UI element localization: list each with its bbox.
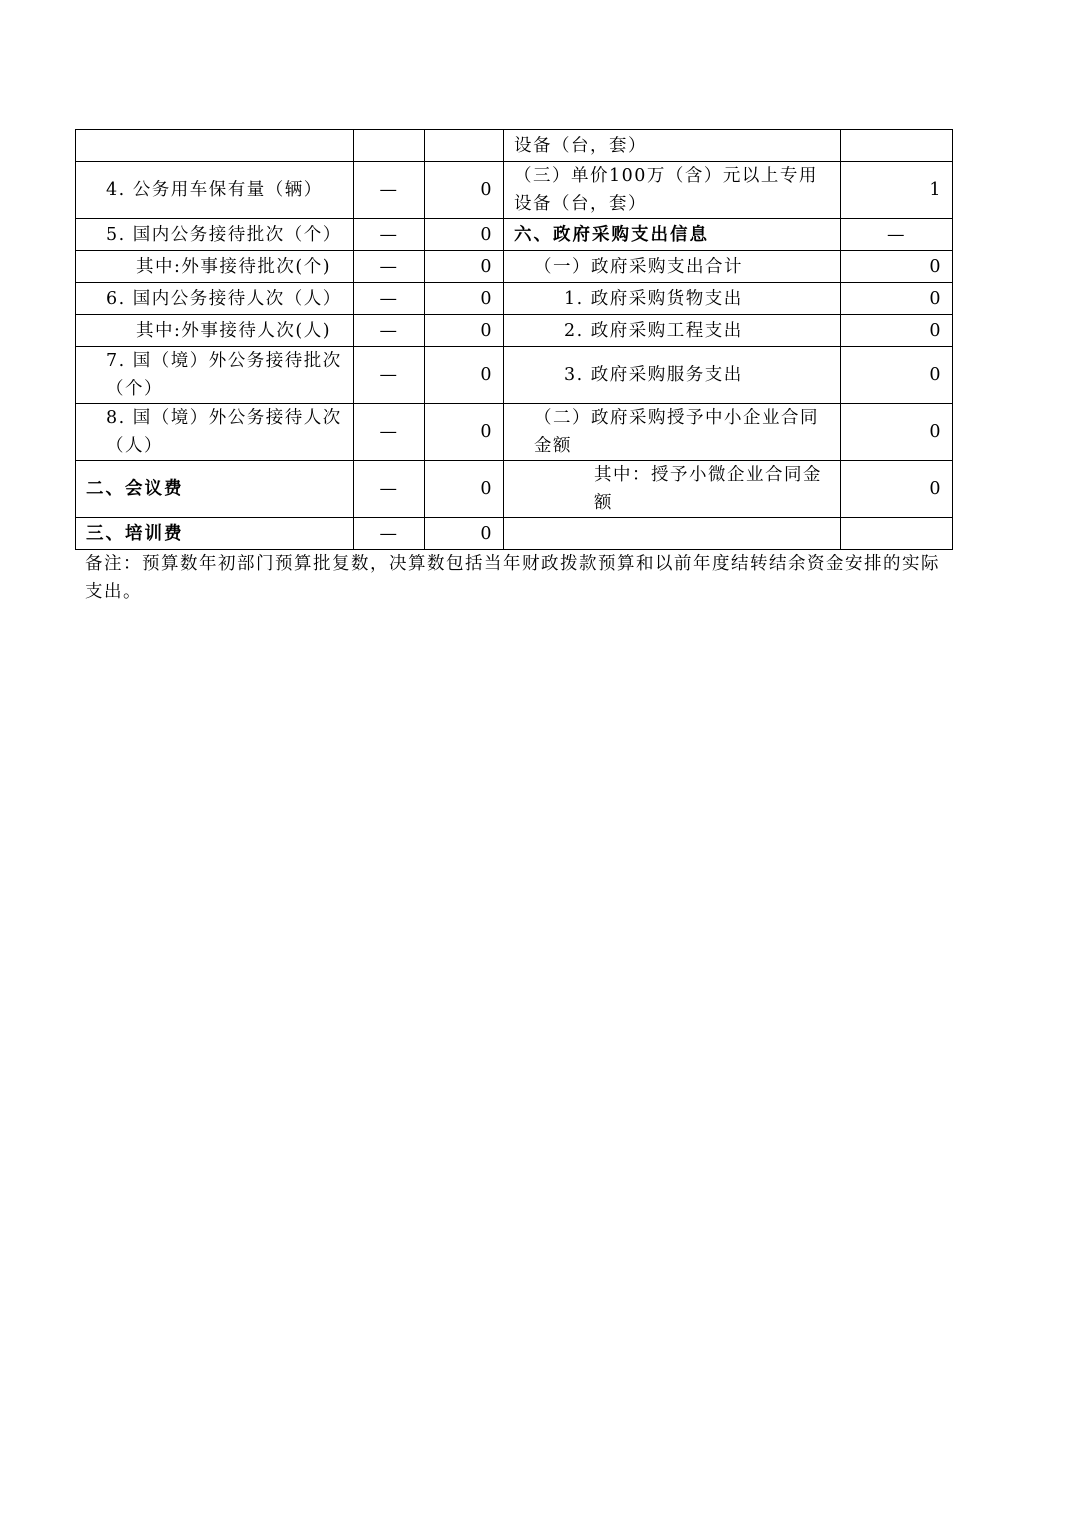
row-label: 8. 国（境）外公务接待人次（人） bbox=[76, 404, 354, 461]
final-cell: 0 bbox=[425, 251, 504, 283]
final-cell: 0 bbox=[425, 518, 504, 550]
table-row bbox=[76, 251, 953, 283]
section-heading: 三、培训费 bbox=[76, 518, 354, 550]
table-row bbox=[76, 219, 953, 251]
row-label: 其中:外事接待批次(个) bbox=[76, 251, 354, 283]
right-label: 3. 政府采购服务支出 bbox=[504, 347, 841, 404]
budget-cell: — bbox=[354, 283, 425, 315]
right-value: 0 bbox=[841, 404, 953, 461]
row-label: 其中:外事接待人次(人) bbox=[76, 315, 354, 347]
right-label: （三）单价100万（含）元以上专用设备（台，套） bbox=[504, 162, 841, 219]
row-label: 5. 国内公务接待批次（个） bbox=[76, 219, 354, 251]
right-label: 1. 政府采购货物支出 bbox=[504, 283, 841, 315]
row-label: 7. 国（境）外公务接待批次（个） bbox=[76, 347, 354, 404]
section-heading: 二、会议费 bbox=[76, 461, 354, 518]
budget-cell: — bbox=[354, 162, 425, 219]
right-label bbox=[504, 518, 841, 550]
expenditure-table bbox=[75, 129, 953, 550]
right-label: 设备（台，套） bbox=[504, 130, 841, 162]
budget-cell: — bbox=[354, 347, 425, 404]
final-cell: 0 bbox=[425, 283, 504, 315]
final-cell: 0 bbox=[425, 404, 504, 461]
budget-cell: — bbox=[354, 219, 425, 251]
right-value bbox=[841, 130, 953, 162]
right-value: 1 bbox=[841, 162, 953, 219]
final-cell: 0 bbox=[425, 347, 504, 404]
final-cell: 0 bbox=[425, 162, 504, 219]
right-value: 0 bbox=[841, 251, 953, 283]
budget-cell: — bbox=[354, 404, 425, 461]
row-label: 4. 公务用车保有量（辆） bbox=[76, 162, 354, 219]
right-value: — bbox=[841, 219, 953, 251]
final-cell: 0 bbox=[425, 315, 504, 347]
right-value bbox=[841, 518, 953, 550]
table-row bbox=[76, 461, 953, 518]
right-value: 0 bbox=[841, 347, 953, 404]
table-row bbox=[76, 315, 953, 347]
table-row bbox=[76, 283, 953, 315]
final-cell: 0 bbox=[425, 461, 504, 518]
right-label: 2. 政府采购工程支出 bbox=[504, 315, 841, 347]
document-page bbox=[75, 129, 952, 606]
budget-cell bbox=[354, 130, 425, 162]
table-row bbox=[76, 518, 953, 550]
budget-cell: — bbox=[354, 315, 425, 347]
row-label bbox=[76, 130, 354, 162]
right-value: 0 bbox=[841, 283, 953, 315]
budget-cell: — bbox=[354, 251, 425, 283]
final-cell bbox=[425, 130, 504, 162]
row-label: 6. 国内公务接待人次（人） bbox=[76, 283, 354, 315]
footnote: 备注：预算数年初部门预算批复数，决算数包括当年财政拨款预算和以前年度结转结余资金安排的实际支出。 bbox=[85, 554, 940, 602]
table-row bbox=[76, 404, 953, 461]
table-row bbox=[76, 347, 953, 404]
right-value: 0 bbox=[841, 461, 953, 518]
right-label: （一）政府采购支出合计 bbox=[504, 251, 841, 283]
section-heading: 六、政府采购支出信息 bbox=[504, 219, 841, 251]
right-label: 其中：授予小微企业合同金额 bbox=[504, 461, 841, 518]
final-cell: 0 bbox=[425, 219, 504, 251]
right-label: （二）政府采购授予中小企业合同金额 bbox=[504, 404, 841, 461]
budget-cell: — bbox=[354, 518, 425, 550]
right-value: 0 bbox=[841, 315, 953, 347]
table-row bbox=[76, 130, 953, 162]
table-row bbox=[76, 162, 953, 219]
budget-cell: — bbox=[354, 461, 425, 518]
